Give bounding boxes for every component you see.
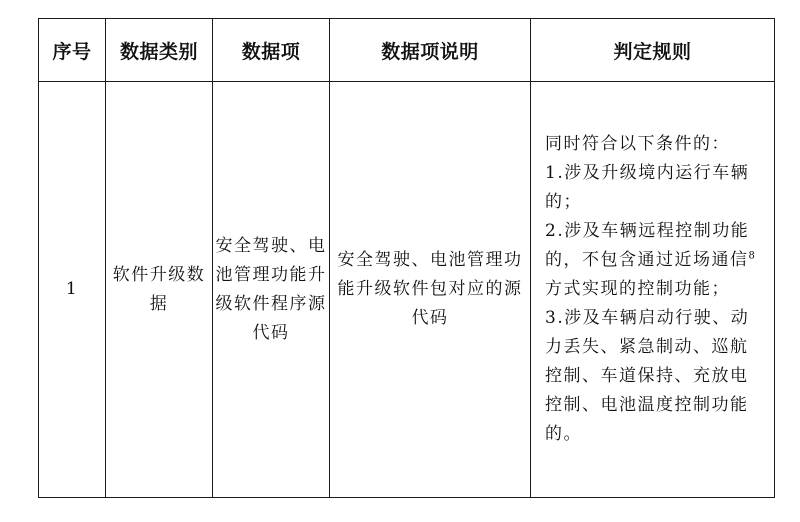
rule-condition-3: 3.涉及车辆启动行驶、动力丢失、紧急制动、巡航控制、车道保持、充放电控制、电池温度控制功能的。 <box>545 308 750 444</box>
table-header-row <box>39 19 775 82</box>
header-data-category: 数据类别 <box>106 19 213 82</box>
header-item-description: 数据项说明 <box>330 19 531 82</box>
footnote-marker: 8 <box>748 250 755 262</box>
rule-condition-2-text-after: 方式实现的控制功能； <box>545 279 730 299</box>
row-data-item: 安全驾驶、电池管理功能升级软件程序源代码 <box>213 82 330 498</box>
row-data-category: 软件升级数据 <box>106 82 213 498</box>
header-data-item: 数据项 <box>213 19 330 82</box>
rule-intro: 同时符合以下条件的： <box>545 134 730 154</box>
header-determination-rule: 判定规则 <box>531 19 775 82</box>
rule-condition-2-text-before: 2.涉及车辆远程控制功能的，不包含通过近场通信 <box>545 221 750 270</box>
row-serial-number: 1 <box>39 82 106 498</box>
row-determination-rule <box>531 82 775 498</box>
row-item-description: 安全驾驶、电池管理功能升级软件包对应的源代码 <box>330 82 531 498</box>
data-classification-table <box>38 18 775 498</box>
rule-condition-1: 1.涉及升级境内运行车辆的； <box>545 163 750 212</box>
rule-condition-2 <box>545 217 764 304</box>
header-serial-number: 序号 <box>39 19 106 82</box>
table-row <box>39 82 775 498</box>
